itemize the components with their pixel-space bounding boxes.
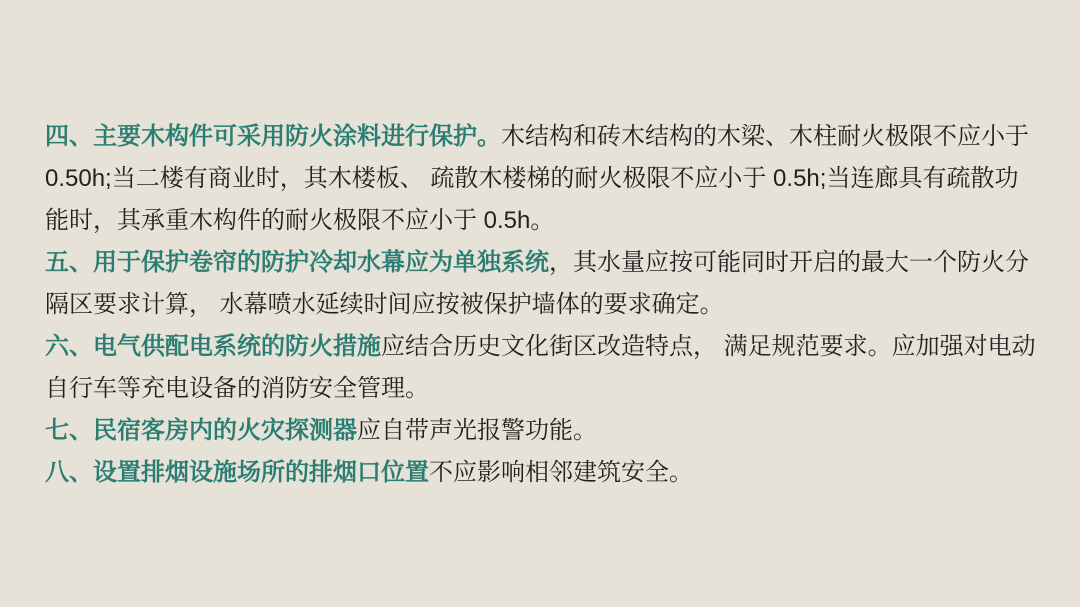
regulation-item-heading: 五、用于保护卷帘的防护冷却水幕应为单独系统 [45, 249, 549, 276]
regulation-item-body: 应结合历史文化街区改造特点， 满足规范要求。应加强对电动自行车等充电设备的消防安全管理。 [45, 333, 1036, 402]
regulation-item [45, 410, 1042, 452]
regulation-item-body: ，其水量应按可能同时开启的最大一个防火分隔区要求计算， 水幕喷水延续时间应按被保护墙体的要求确定。 [45, 249, 1029, 318]
regulation-item-body: 不应影响相邻建筑安全。 [429, 459, 693, 486]
regulation-item-heading: 六、电气供配电系统的防火措施 [45, 333, 381, 360]
regulation-item [45, 242, 1042, 326]
regulation-item [45, 116, 1042, 242]
regulation-item-body: 木结构和砖木结构的木梁、木柱耐火极限不应小于 0.50h;当二楼有商业时，其木楼板、 疏散木楼梯的耐火极限不应小于 0.5h;当连廊具有疏散功能时，其承重木构件的耐火极限不应小于 0.5h。 [45, 123, 1029, 234]
regulation-item [45, 326, 1042, 410]
regulation-item-heading: 八、设置排烟设施场所的排烟口位置 [45, 459, 429, 486]
regulation-item [45, 452, 1042, 494]
regulation-item-body: 应自带声光报警功能。 [357, 417, 597, 444]
regulation-list [45, 116, 1042, 494]
regulation-item-heading: 四、主要木构件可采用防火涂料进行保护。 [45, 123, 501, 150]
regulation-item-heading: 七、民宿客房内的火灾探测器 [45, 417, 357, 444]
